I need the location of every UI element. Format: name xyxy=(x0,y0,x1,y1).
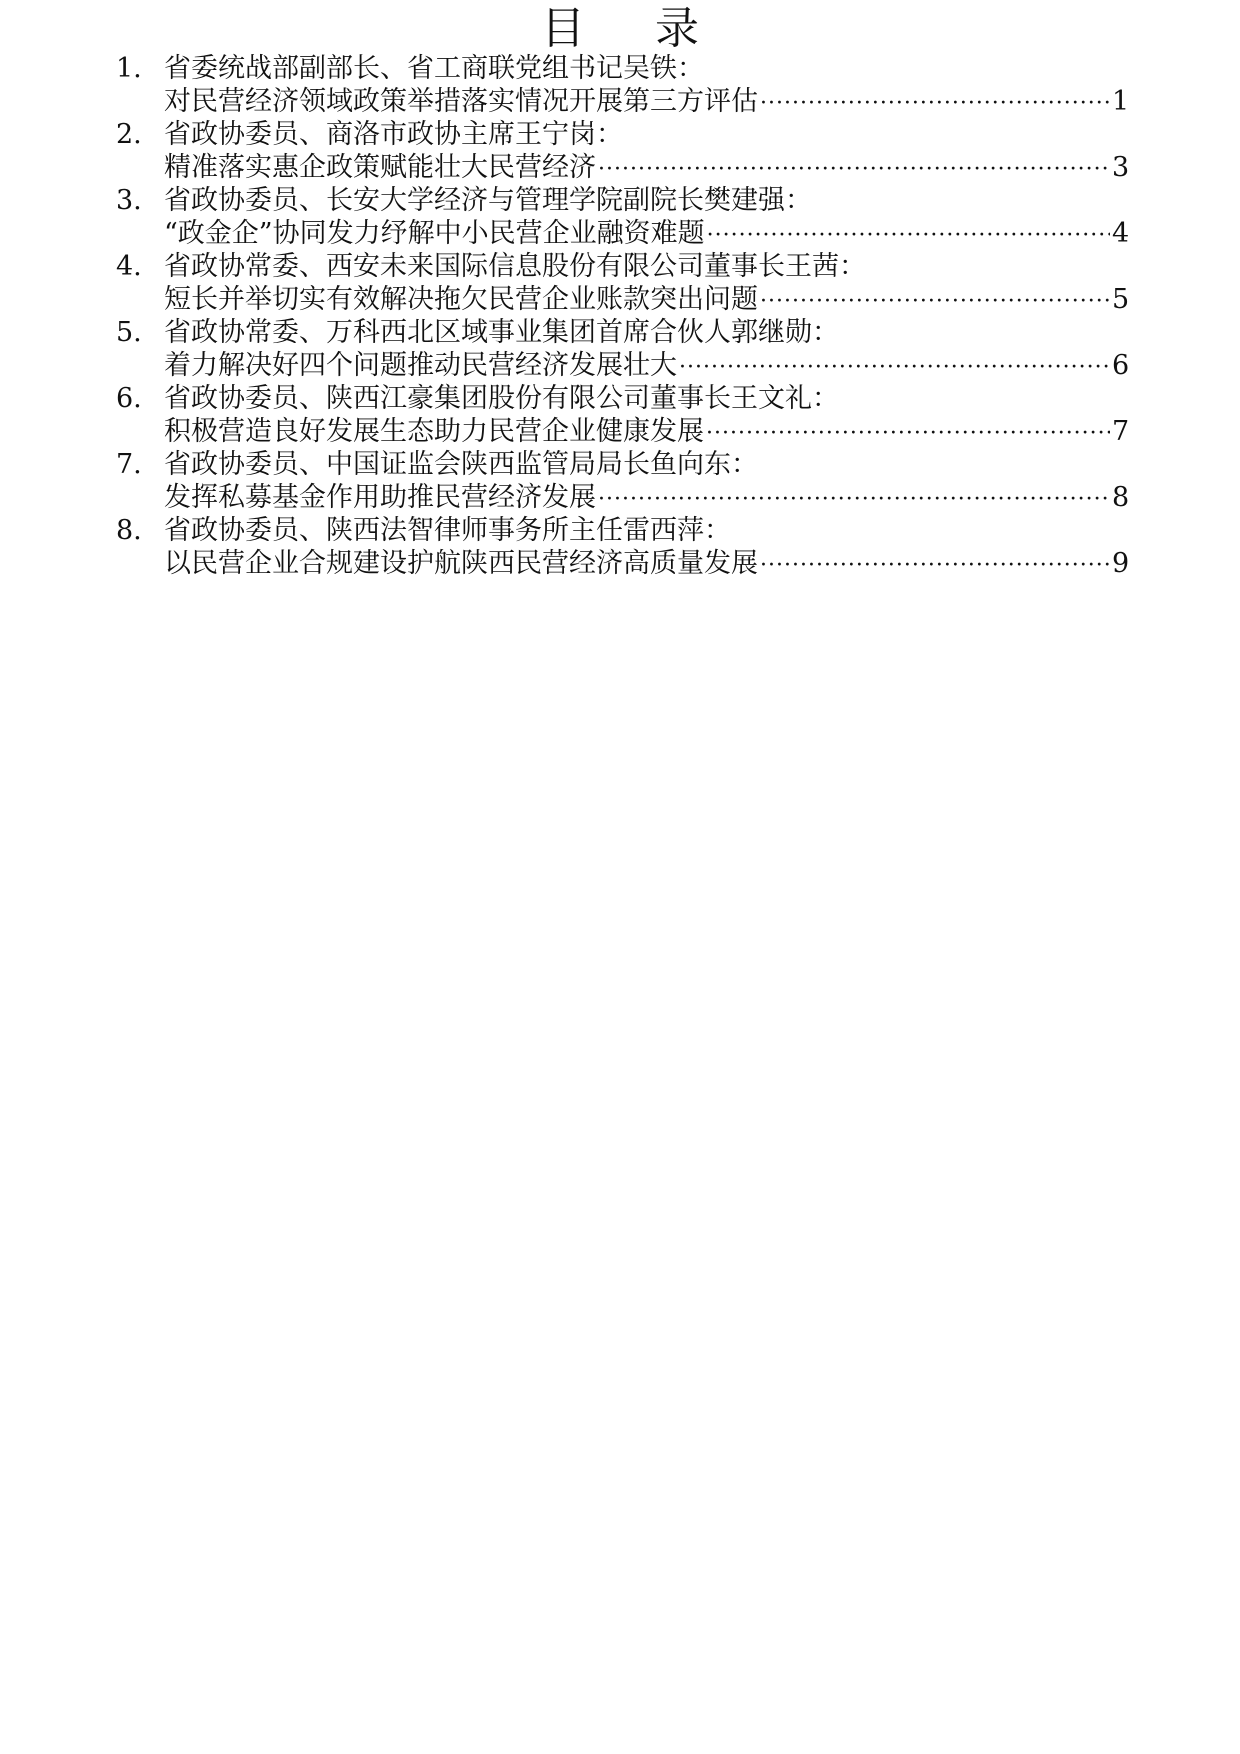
page-number[interactable]: 5 xyxy=(1112,284,1130,315)
dot-leader xyxy=(760,549,1110,582)
entry-title-line[interactable] xyxy=(116,547,1128,580)
entry-number: 5. xyxy=(116,317,142,348)
entry-speaker: 省委统战部副部长、省工商联党组书记吴铁： xyxy=(164,53,704,84)
entry-speaker: 省政协委员、中国证监会陕西监管局局长鱼向东： xyxy=(164,449,758,480)
entry-speaker: 省政协委员、商洛市政协主席王宁岗： xyxy=(164,119,623,150)
entry-speaker: 省政协常委、万科西北区域事业集团首席合伙人郭继勋： xyxy=(164,317,839,348)
entry-number: 7. xyxy=(116,449,142,480)
entry-heading xyxy=(116,448,1128,481)
dot-leader xyxy=(760,285,1110,318)
page-number[interactable]: 3 xyxy=(1112,152,1130,183)
entry-number: 6. xyxy=(116,383,142,414)
entry-heading xyxy=(116,250,1128,283)
entry-number: 8. xyxy=(116,515,142,546)
entry-heading xyxy=(116,514,1128,547)
entry-title[interactable]: 发挥私募基金作用助推民营经济发展 xyxy=(164,482,596,513)
entry-title-line[interactable] xyxy=(116,349,1128,382)
toc-entry-5 xyxy=(116,316,1128,382)
dot-leader xyxy=(679,351,1110,384)
toc-entry-8 xyxy=(116,514,1128,580)
entry-heading xyxy=(116,316,1128,349)
entry-heading xyxy=(116,118,1128,151)
entry-title-line[interactable] xyxy=(116,85,1128,118)
entry-title[interactable]: “政金企”协同发力纾解中小民营企业融资难题 xyxy=(164,218,705,249)
entry-speaker: 省政协常委、西安未来国际信息股份有限公司董事长王茜： xyxy=(164,251,866,282)
dot-leader xyxy=(706,417,1110,450)
page-number[interactable]: 9 xyxy=(1112,548,1130,579)
entry-title[interactable]: 着力解决好四个问题推动民营经济发展壮大 xyxy=(164,350,677,381)
toc-entry-6 xyxy=(116,382,1128,448)
entry-heading xyxy=(116,52,1128,85)
entry-speaker: 省政协委员、陕西法智律师事务所主任雷西萍： xyxy=(164,515,731,546)
dot-leader xyxy=(760,87,1110,120)
toc-entry-7 xyxy=(116,448,1128,514)
entry-title-line[interactable] xyxy=(116,481,1128,514)
entry-title-line[interactable] xyxy=(116,283,1128,316)
entry-heading xyxy=(116,382,1128,415)
entry-speaker: 省政协委员、长安大学经济与管理学院副院长樊建强： xyxy=(164,185,812,216)
dot-leader xyxy=(598,483,1110,516)
entry-number: 1. xyxy=(116,53,142,84)
page-number[interactable]: 6 xyxy=(1112,350,1130,381)
dot-leader xyxy=(707,219,1110,252)
entry-title[interactable]: 精准落实惠企政策赋能壮大民营经济 xyxy=(164,152,596,183)
entry-speaker: 省政协委员、陕西江豪集团股份有限公司董事长王文礼： xyxy=(164,383,839,414)
page-number[interactable]: 1 xyxy=(1112,86,1130,117)
page-number[interactable]: 8 xyxy=(1112,482,1130,513)
toc-entry-4 xyxy=(116,250,1128,316)
entry-number: 4. xyxy=(116,251,142,282)
page-title: 目 录 xyxy=(541,3,727,54)
entry-title[interactable]: 短长并举切实有效解决拖欠民营企业账款突出问题 xyxy=(164,284,758,315)
dot-leader xyxy=(598,153,1110,186)
page-number[interactable]: 4 xyxy=(1112,218,1130,249)
entry-title[interactable]: 积极营造良好发展生态助力民营企业健康发展 xyxy=(164,416,704,447)
entry-title-line[interactable] xyxy=(116,217,1128,250)
entry-heading xyxy=(116,184,1128,217)
table-of-contents xyxy=(116,52,1128,580)
entry-title[interactable]: 对民营经济领域政策举措落实情况开展第三方评估 xyxy=(164,86,758,117)
entry-title-line[interactable] xyxy=(116,415,1128,448)
toc-entry-2 xyxy=(116,118,1128,184)
page-number[interactable]: 7 xyxy=(1112,416,1130,447)
entry-title-line[interactable] xyxy=(116,151,1128,184)
toc-entry-3 xyxy=(116,184,1128,250)
entry-number: 2. xyxy=(116,119,142,150)
entry-title[interactable]: 以民营企业合规建设护航陕西民营经济高质量发展 xyxy=(164,548,758,579)
entry-number: 3. xyxy=(116,185,142,216)
toc-entry-1 xyxy=(116,52,1128,118)
